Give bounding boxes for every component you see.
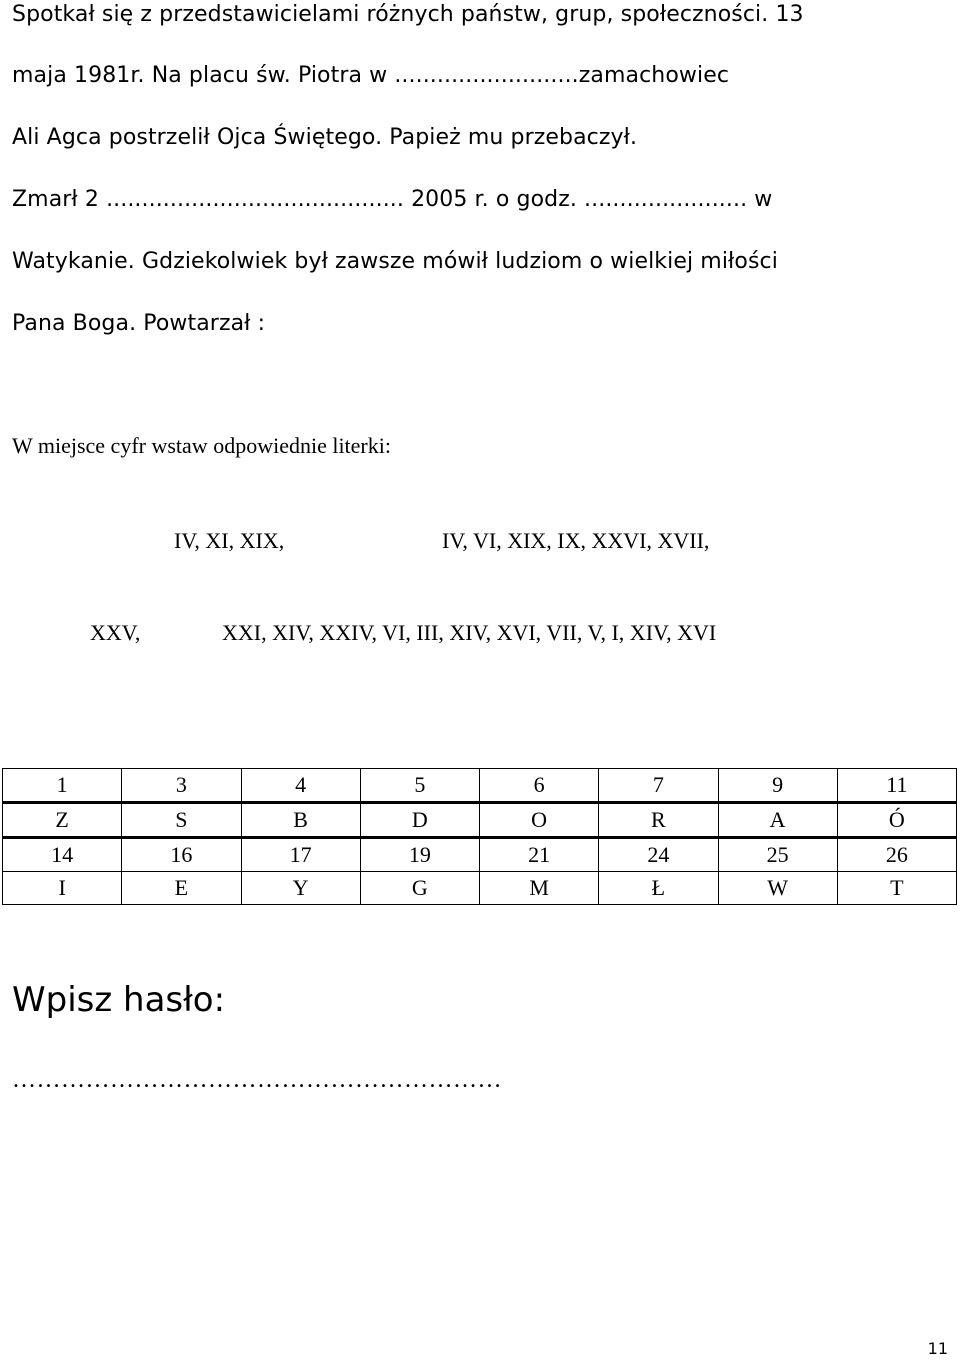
roman-code-group-3: XXV, — [90, 620, 141, 645]
cipher-letter-cell: W — [718, 872, 837, 905]
answer-label: Wpisz hasło: — [12, 980, 226, 1020]
roman-code-group-2: IV, VI, XIX, IX, XXVI, XVII, — [442, 528, 710, 553]
paragraph-line-5: Watykanie. Gdziekolwiek był zawsze mówił ludziom o wielkiej miłości — [12, 249, 778, 274]
cipher-letter-cell: Z — [3, 803, 122, 838]
cipher-number-cell: 7 — [599, 769, 718, 803]
cipher-number-row — [3, 769, 957, 803]
cipher-letter-cell: D — [360, 803, 479, 838]
paragraph-line-3: Ali Agca postrzelił Ojca Świętego. Papież mu przebaczył. — [12, 125, 638, 150]
paragraph-line-6: Pana Boga. Powtarzał : — [12, 311, 266, 336]
cipher-table — [2, 768, 957, 905]
instruction-text: W miejsce cyfr wstaw odpowiednie literki: — [12, 433, 391, 458]
cipher-number-cell: 5 — [360, 769, 479, 803]
cipher-letter-row — [3, 872, 957, 905]
cipher-letter-cell: E — [122, 872, 241, 905]
cipher-number-cell: 25 — [718, 838, 837, 872]
cipher-letter-cell: G — [360, 872, 479, 905]
cipher-number-cell: 9 — [718, 769, 837, 803]
paragraph-line-1: Spotkał się z przedstawicielami różnych państw, grup, społeczności. 13 — [12, 2, 804, 27]
paragraph-line-4: Zmarł 2 .......................................... 2005 r. o godz. ....................... w — [12, 187, 773, 212]
cipher-letter-cell: S — [122, 803, 241, 838]
page-number: 11 — [927, 1339, 948, 1358]
roman-code-group-1: IV, XI, XIX, — [174, 528, 285, 553]
cipher-number-cell: 26 — [837, 838, 956, 872]
paragraph-line-2: maja 1981r. Na placu św. Piotra w ..........................zamachowiec — [12, 63, 730, 88]
cipher-number-cell: 19 — [360, 838, 479, 872]
cipher-number-cell: 4 — [241, 769, 360, 803]
cipher-number-row — [3, 838, 957, 872]
cipher-letter-cell: Ł — [599, 872, 718, 905]
cipher-number-cell: 6 — [480, 769, 599, 803]
cipher-letter-cell: Ó — [837, 803, 956, 838]
cipher-letter-row — [3, 803, 957, 838]
cipher-letter-cell: M — [480, 872, 599, 905]
cipher-letter-cell: O — [480, 803, 599, 838]
cipher-letter-cell: Y — [241, 872, 360, 905]
cipher-number-cell: 14 — [3, 838, 122, 872]
cipher-number-cell: 24 — [599, 838, 718, 872]
cipher-number-cell: 1 — [3, 769, 122, 803]
cipher-letter-cell: T — [837, 872, 956, 905]
cipher-number-cell: 17 — [241, 838, 360, 872]
cipher-letter-cell: R — [599, 803, 718, 838]
cipher-number-cell: 3 — [122, 769, 241, 803]
cipher-letter-cell: B — [241, 803, 360, 838]
answer-blank-line[interactable]: …………………………………………………… — [12, 1067, 502, 1093]
cipher-number-cell: 16 — [122, 838, 241, 872]
cipher-letter-cell: I — [3, 872, 122, 905]
cipher-number-cell: 11 — [837, 769, 956, 803]
roman-code-group-4: XXI, XIV, XXIV, VI, III, XIV, XVI, VII, V, I, XIV, XVI — [222, 620, 717, 645]
cipher-number-cell: 21 — [480, 838, 599, 872]
cipher-letter-cell: A — [718, 803, 837, 838]
